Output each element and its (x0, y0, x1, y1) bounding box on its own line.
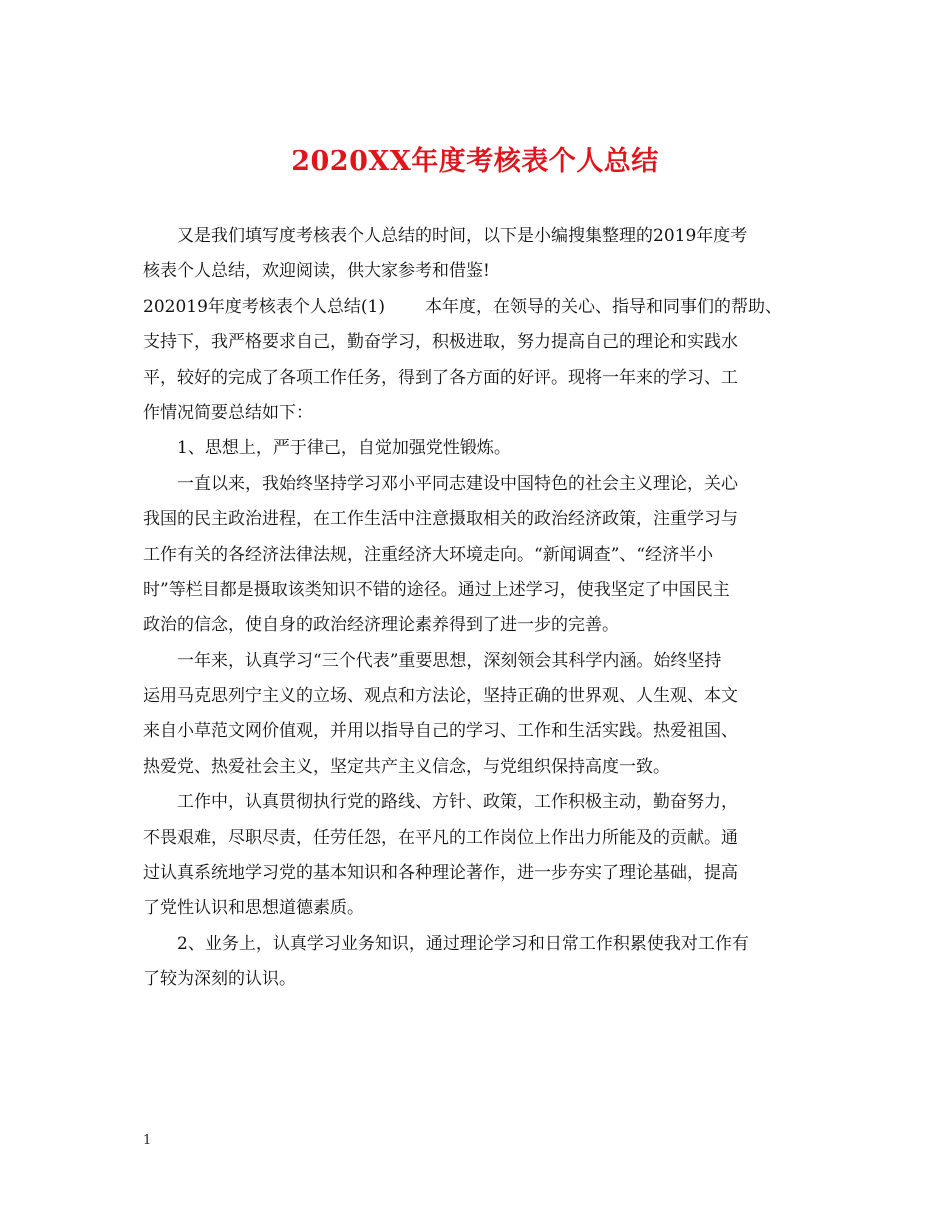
paragraph-line: 政治的信念，使自身的政治经济理论素养得到了进一步的完善。 (143, 615, 619, 636)
paragraph-line: 了较为深刻的认识。 (143, 969, 296, 990)
paragraph-line: 核表个人总结，欢迎阅读，供大家参考和借鉴! (143, 261, 490, 282)
paragraph-line: 又是我们填写度考核表个人总结的时间，以下是小编搜集整理的2019年度考 (177, 226, 748, 246)
paragraph-text: 本年度，在领导的关心、指导和同事们的帮助、 (424, 296, 782, 317)
document-body (143, 219, 819, 998)
paragraph-line (143, 290, 819, 325)
paragraph-line: 热爱党、热爱社会主义，坚定共产主义信念，与党组织保持高度一致。 (143, 756, 670, 777)
paragraph-line: 工作中，认真贯彻执行党的路线、方针、政策，工作积极主动，勤奋努力， (177, 792, 738, 813)
paragraph-line: 我国的民主政治进程，在工作生活中注意摄取相关的政治经济政策，注重学习与 (143, 509, 738, 530)
paragraph-line: 工作有关的各经济法律法规，注重经济大环境走向。“新闻调查”、“经济半小 (143, 544, 714, 565)
document-title: 2020XX年度考核表个人总结 (291, 146, 659, 177)
paragraph-line: 一直以来，我始终坚持学习邓小平同志建设中国特色的社会主义理论，关心 (177, 473, 738, 494)
paragraph-line: 作情况简要总结如下： (143, 402, 313, 423)
paragraph-line: 2、业务上，认真学习业务知识，通过理论学习和日常工作积累使我对工作有 (177, 933, 749, 954)
section-heading: 202019年度考核表个人总结(1) (143, 296, 385, 317)
paragraph-line: 1、思想上，严于律己，自觉加强党性锻炼。 (177, 438, 511, 459)
page-number: 1 (143, 1133, 152, 1148)
paragraph-line: 时”等栏目都是摄取该类知识不错的途径。通过上述学习，使我坚定了中国民主 (143, 579, 730, 600)
paragraph-line: 过认真系统地学习党的基本知识和各种理论著作，进一步夯实了理论基础，提高 (143, 863, 738, 884)
paragraph-line: 一年来，认真学习“三个代表”重要思想，深刻领会其科学内涵。始终坚持 (177, 650, 722, 671)
paragraph-line: 不畏艰难，尽职尽责，任劳任怨，在平凡的工作岗位上作出力所能及的贡献。通 (143, 827, 738, 848)
paragraph-line: 平，较好的完成了各项工作任务，得到了各方面的好评。现将一年来的学习、工 (143, 367, 738, 388)
paragraph-line: 来自小草范文网价值观，并用以指导自己的学习、工作和生活实践。热爱祖国、 (143, 721, 738, 742)
paragraph-line: 了党性认识和思想道德素质。 (143, 898, 364, 919)
paragraph-line: 运用马克思列宁主义的立场、观点和方法论，坚持正确的世界观、人生观、本文 (143, 686, 738, 707)
paragraph-line: 支持下，我严格要求自己，勤奋学习，积极进取，努力提高自己的理论和实践水 (143, 332, 738, 353)
